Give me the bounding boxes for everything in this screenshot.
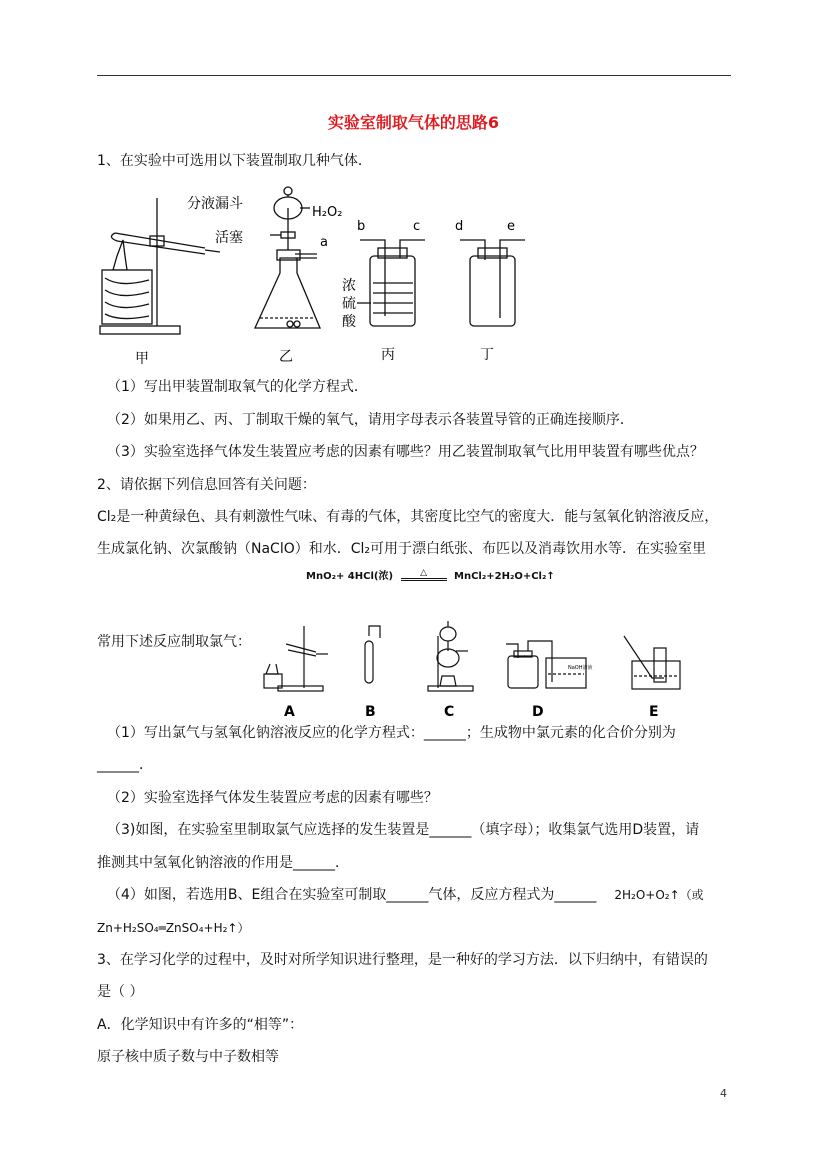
acid-label-1: 浓 [342,278,356,294]
apparatus-e-label: E [649,704,659,720]
q2-para2: 生成氯化钠、次氯酸钠（NaClO）和水．Cl₂可用于漂白纸张、布匹以及消毒饮用水等．在实验室里 [97,541,707,557]
q1-sub1: （1）写出甲装置制取氧气的化学方程式． [107,379,368,395]
q2-sub4-equation: 2H₂O+O₂↑（或 [614,888,704,902]
q3-option-a-item1: 原子核中质子数与中子数相等 [97,1049,279,1065]
q2-para3: 常用下述反应制取氯气： [97,634,251,650]
port-e-label: e [507,219,515,234]
h2o2-label: H₂O₂ [312,205,343,220]
naoh-solution-label: NaOH溶液 [568,665,593,671]
q1-apparatus-figure [95,178,535,368]
q3-stem-line2: 是（ ） [97,984,144,1000]
q2-sub4-text: （4）如图，若选用B、E组合在实验室可制取______气体，反应方程式为______ [107,887,597,903]
header-rule [97,75,731,76]
chlorine-equation [306,570,555,585]
q2-apparatus-figure [256,596,696,721]
q1-sub3: （3）实验室选择气体发生装置应考虑的因素有哪些？用乙装置制取氧气比用甲装置有哪些优点？ [107,444,704,460]
apparatus-ding-label: 丁 [480,347,494,363]
apparatus-jia-label: 甲 [135,351,149,367]
apparatus-yi-label: 乙 [279,349,293,365]
apparatus-bing-label: 丙 [381,347,395,363]
equation-reactants: MnO₂+ 4HCl(浓) [306,571,394,582]
valve-label: 活塞 [215,230,243,246]
q2-sub3-line1: （3)如图，在实验室里制取氯气应选择的发生装置是______（填字母）；收集氯气选用D装置，请 [107,822,700,838]
equation-condition: △ [401,569,447,581]
port-d-label: d [455,219,464,234]
q2-sub2: （2）实验室选择气体发生装置应考虑的因素有哪些？ [107,790,438,806]
acid-label-3: 酸 [342,314,356,330]
funnel-label: 分液漏斗 [187,196,243,212]
equation-products: MnCl₂+2H₂O+Cl₂↑ [454,571,555,582]
page-number: 4 [720,1087,727,1100]
q3-option-a: A．化学知识中有许多的“相等”： [97,1017,304,1033]
q2-sub4-line1 [107,886,704,904]
q2-stem: 2、请依据下列信息回答有关问题： [97,477,316,493]
q1-stem: 1、在实验中可选用以下装置制取几种气体． [97,153,372,169]
apparatus-b-label: B [365,704,376,720]
q1-sub2: （2）如果用乙、丙、丁制取干燥的氧气，请用字母表示各装置导管的正确连接顺序． [107,412,634,428]
q2-sub1-line2: ______． [97,757,153,773]
port-a-label: a [320,235,328,250]
port-c-label: c [413,219,421,234]
q2-para1: Cl₂是一种黄绿色、具有刺激性气味、有毒的气体，其密度比空气的密度大．能与氢氧化钠溶液反应， [97,509,719,525]
q3-stem-line1: 3、在学习化学的过程中，及时对所学知识进行整理，是一种好的学习方法．以下归纳中，有错误的 [97,952,708,968]
acid-label-2: 硫 [342,296,356,312]
q2-sub1-line1: （1）写出氯气与氢氧化钠溶液反应的化学方程式：______；生成物中氯元素的化合价分别为 [107,725,676,741]
apparatus-d-label: D [532,704,544,720]
q2-sub3-line2: 推测其中氢氧化钠溶液的作用是______． [97,855,349,871]
page-title: 实验室制取气体的思路6 [327,113,500,132]
apparatus-c-label: C [444,704,455,720]
port-b-label: b [357,219,366,234]
q2-sub4-line2: Zn+H₂SO₄═ZnSO₄+H₂↑） [97,921,250,935]
apparatus-a-label: A [284,704,295,720]
